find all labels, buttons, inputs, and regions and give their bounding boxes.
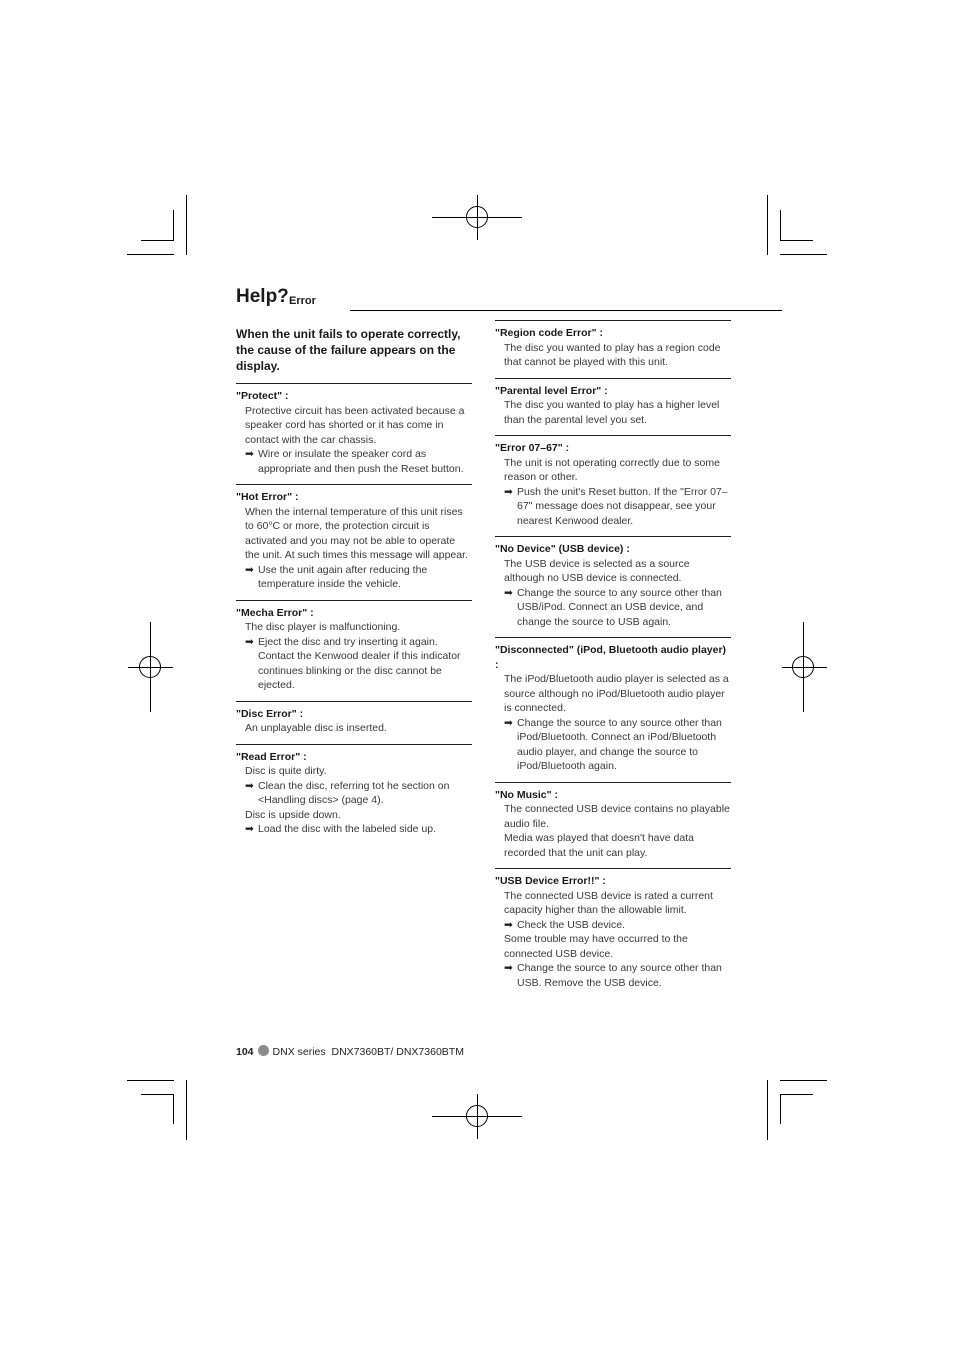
registration-mark-top — [466, 206, 488, 228]
error-section — [236, 744, 472, 845]
cause-text: The disc player is malfunctioning. — [245, 621, 401, 633]
remedy-step — [236, 563, 472, 592]
error-heading: "Error 07–67" : — [495, 442, 570, 454]
arrow-right-icon: ➡ — [504, 716, 513, 729]
bullet-dot-icon — [258, 1045, 269, 1056]
right-column — [495, 320, 731, 998]
arrow-right-icon: ➡ — [245, 563, 254, 576]
error-section — [495, 782, 731, 869]
error-heading: "Mecha Error" : — [236, 606, 314, 619]
page-subtitle: Error — [289, 295, 316, 307]
cause-text: The disc you wanted to play has a higher level than the parental level you set. — [504, 399, 720, 426]
remedy-text: Eject the disc and try inserting it again. Contact the Kenwood dealer if this indicator continues blinking or the disc cannot be ejected. — [258, 635, 461, 691]
remedy-text: Clean the disc, referring tot he section on <Handling discs> (page 4). — [258, 779, 450, 806]
remedy-text: Change the source to any source other than USB/iPod. Connect an USB device, and change the source to USB again. — [517, 586, 722, 628]
arrow-right-icon: ➡ — [245, 448, 254, 460]
cause-text: The USB device is selected as a source although no USB device is connected. — [504, 557, 690, 584]
error-heading: "Parental level Error" : — [495, 384, 608, 397]
error-section — [495, 378, 731, 436]
remedy-step — [236, 822, 472, 837]
remedy-step — [495, 918, 731, 933]
cause-text: The unit is not operating correctly due to some reason or other. — [504, 456, 720, 483]
error-section — [495, 637, 731, 782]
remedy-text: Change the source to any source other than iPod/Bluetooth. Connect an iPod/Bluetooth audio player, and change the source to iPod/Bluetooth again. — [517, 716, 722, 772]
arrow-right-icon: ➡ — [245, 823, 254, 835]
remedy-text: Load the disc with the labeled side up. — [258, 823, 437, 835]
error-section — [495, 536, 731, 637]
cause-text: Protective circuit has been activated because a speaker cord has shorted or it has come in contact with the car chassis. — [245, 404, 465, 446]
footer-models: DNX7360BT/ DNX7360BTM — [331, 1046, 464, 1058]
error-section — [495, 868, 731, 998]
page-title: Help? — [236, 286, 289, 307]
remedy-text: Wire or insulate the speaker cord as appropriate and then push the Reset button. — [258, 448, 464, 475]
error-heading: "Region code Error" : — [495, 327, 603, 339]
cause-text: The connected USB device contains no playable audio file. — [504, 803, 730, 830]
arrow-right-icon: ➡ — [504, 485, 513, 498]
registration-mark-right — [792, 656, 814, 678]
error-heading: "Disc Error" : — [236, 707, 304, 720]
remedy-step — [236, 635, 472, 693]
error-section — [495, 435, 731, 536]
error-heading: "Protect" : — [236, 390, 289, 402]
arrow-right-icon: ➡ — [504, 962, 513, 974]
error-heading: "USB Device Error!!" : — [495, 875, 606, 887]
remedy-text: Use the unit again after reducing the temperature inside the vehicle. — [258, 563, 428, 590]
remedy-step — [236, 779, 472, 808]
cause-text: The iPod/Bluetooth audio player is selected as a source although no iPod/Bluetooth audio player is connected. — [504, 673, 729, 714]
registration-mark-bottom — [466, 1105, 488, 1127]
remedy-text: Push the unit's Reset button. If the "Error 07–67" message does not disappear, see your nearest Kenwood dealer. — [517, 485, 728, 527]
arrow-right-icon: ➡ — [504, 586, 513, 599]
error-section — [236, 383, 472, 484]
cause-text: The connected USB device is rated a current capacity higher than the allowable limit. — [504, 889, 713, 916]
arrow-right-icon: ➡ — [504, 918, 513, 931]
intro-text: When the unit fails to operate correctly, the cause of the failure appears on the display. — [236, 327, 461, 373]
page-footer — [236, 1045, 464, 1058]
error-heading: "No Device" (USB device) : — [495, 543, 630, 555]
remedy-step — [495, 586, 731, 630]
cause-text: Disc is quite dirty. — [245, 765, 327, 777]
error-heading: "Disconnected" (iPod, Bluetooth audio player) : — [495, 644, 727, 671]
error-heading: "Read Error" : — [236, 750, 307, 763]
remedy-step — [236, 447, 472, 476]
cause-text: When the internal temperature of this unit rises to 60°C or more, the protection circuit is activated and you may not be able to operate the unit. At such times this message will appear. — [245, 505, 468, 561]
error-section — [236, 701, 472, 744]
error-section — [495, 320, 731, 378]
cause-text: Some trouble may have occurred to the connected USB device. — [504, 933, 688, 960]
remedy-text: Change the source to any source other than USB. Remove the USB device. — [517, 962, 722, 989]
remedy-step — [495, 485, 731, 529]
error-section — [236, 600, 472, 701]
page-number: 104 — [236, 1046, 254, 1058]
page-header — [236, 286, 782, 314]
cause-text: An unplayable disc is inserted. — [245, 722, 387, 734]
footer-series: DNX series — [272, 1046, 326, 1058]
cause-text: The disc you wanted to play has a region code that cannot be played with this unit. — [504, 341, 721, 368]
arrow-right-icon: ➡ — [245, 779, 254, 792]
cause-text: Media was played that doesn't have data recorded that the unit can play. — [504, 832, 694, 859]
left-column — [236, 320, 472, 845]
cause-text: Disc is upside down. — [245, 808, 341, 821]
remedy-step — [495, 716, 731, 774]
registration-mark-left — [139, 656, 161, 678]
remedy-step — [495, 961, 731, 990]
error-heading: "No Music" : — [495, 788, 559, 801]
error-heading: "Hot Error" : — [236, 491, 299, 503]
header-rule — [350, 310, 782, 311]
left-error-list — [236, 383, 472, 845]
error-section — [236, 484, 472, 600]
remedy-text: Check the USB device. — [517, 918, 625, 931]
arrow-right-icon: ➡ — [245, 635, 254, 648]
right-error-list — [495, 320, 731, 998]
